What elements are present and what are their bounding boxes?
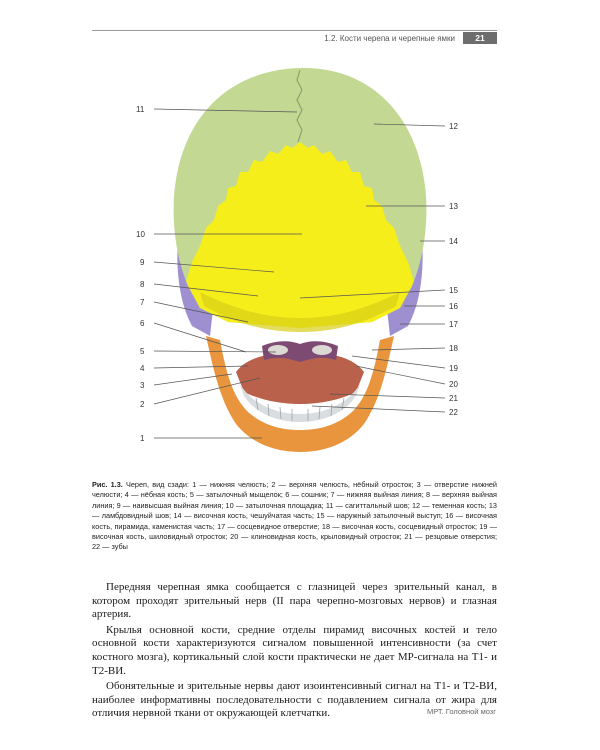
paragraph: Крылья основной кости, средние отделы пирамид височных костей и тело основной кости характеризуются сигналом повышенной интенсивности (за счет костного мозга), кортикальный слой кости практически не дает МР-сигнала на Т1- и Т2-ВИ. (92, 623, 497, 677)
callout-15: 15 (449, 286, 458, 295)
caption-label: Рис. 1.3. (92, 480, 123, 489)
callout-4: 4 (140, 364, 145, 373)
callout-17: 17 (449, 320, 458, 329)
page-number-badge: 21 (463, 32, 497, 44)
callout-12: 12 (449, 122, 458, 131)
callout-11: 11 (136, 105, 145, 114)
running-header-title: 1.2. Кости черепа и черепные ямки (324, 34, 455, 43)
callout-20: 20 (449, 380, 458, 389)
occipital-condyle-right (312, 345, 332, 355)
caption-text: Череп, вид сзади: 1 — нижняя челюсть; 2 — верхняя челюсть, нёбный отросток; 3 — отверстие нижней челюсти; 4 — нёбная кость; 5 — затылочный мыщелок; 6 — сошник; 7 — нижняя выйная линия; 8 — верхняя выйная линия; 9 — наивысшая выйная линия; 10 — затылочная площадка; 11 — сагиттальный шов; 12 — теменная кость; 13 — ламбдовидный шов; 14 — височная кость, чешуйчатая часть; 15 — наружный затылочный выступ; 16 — височная кость, пирамида, каменистая часть; 17 — сосцевидное отверстие; 18 — височная кость, сосцевидный отросток; 19 — височная кость, шиловидный отросток; 20 — клиновидная кость, крыловидный отросток; 21 — резцовые отверстия; 22 — зубы (92, 480, 498, 552)
callout-5: 5 (140, 347, 145, 356)
callout-1: 1 (140, 434, 145, 443)
paragraph: Обонятельные и зрительные нервы дают изоинтенсивный сигнал на Т1- и Т2-ВИ, наиболее информативны последовательности с подавлением сигнала от жира для отличия нервной ткани от окружающей клетчатки. (92, 680, 497, 720)
callout-6: 6 (140, 319, 145, 328)
body-text (92, 581, 497, 723)
callout-22: 22 (449, 408, 458, 417)
callout-8: 8 (140, 280, 145, 289)
callout-18: 18 (449, 344, 458, 353)
callout-13: 13 (449, 202, 458, 211)
occipital-condyle-left (268, 345, 288, 355)
callout-9: 9 (140, 258, 145, 267)
running-footer: МРТ. Головной мозг (426, 707, 496, 716)
callout-21: 21 (449, 394, 458, 403)
callout-16: 16 (449, 302, 458, 311)
callout-10: 10 (136, 230, 145, 239)
paragraph: Передняя черепная ямка сообщается с глазницей через зрительный канал, в котором проходят зрительный нерв (II пара черепно-мозговых нервов) и глазная артерия. (92, 581, 497, 621)
callout-3: 3 (140, 381, 145, 390)
figure-caption (92, 480, 497, 553)
callout-2: 2 (140, 400, 145, 409)
callout-7: 7 (140, 298, 145, 307)
callout-14: 14 (449, 237, 458, 246)
callout-19: 19 (449, 364, 458, 373)
